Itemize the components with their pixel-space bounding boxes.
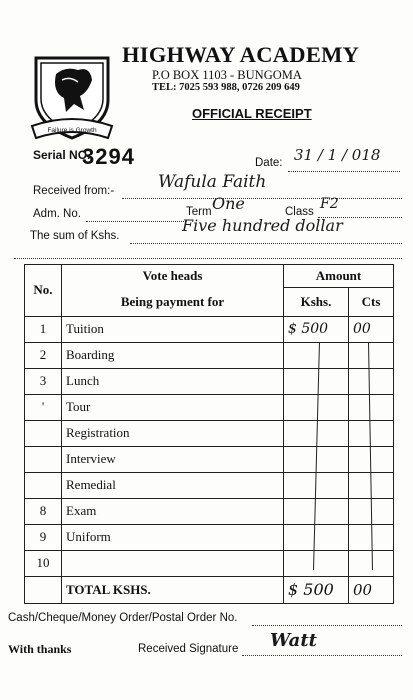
sum-label: The sum of Kshs. (30, 230, 120, 242)
serial-label: Serial NO. (33, 148, 91, 162)
term-value: One (212, 194, 245, 213)
with-thanks: With thanks (8, 642, 72, 656)
row-number: 10 (25, 550, 62, 576)
row-number: 8 (25, 498, 62, 524)
row-kshs (284, 368, 349, 394)
signature-label: Received Signature (138, 643, 239, 655)
receipt-title: OFFICIAL RECEIPT (192, 106, 312, 121)
received-from-line (122, 198, 402, 199)
col-cts-header: Cts (349, 288, 394, 317)
table-row (25, 498, 394, 524)
class-value: F2 (320, 196, 339, 212)
row-item: Registration (62, 420, 284, 446)
sum-line (130, 243, 402, 244)
payment-method-label: Cash/Cheque/Money Order/Postal Order No. (8, 612, 238, 624)
col-no-header: No. (25, 265, 62, 317)
row-kshs (284, 394, 349, 420)
adm-line (86, 221, 186, 222)
row-kshs (284, 524, 349, 550)
sum-value: Five hundred dollar (182, 216, 343, 235)
row-number: 9 (25, 524, 62, 550)
date-value: 31 / 1 / 018 (294, 146, 381, 164)
total-no-cell (25, 576, 62, 603)
row-item: Interview (62, 446, 284, 472)
table-row (25, 550, 394, 576)
row-number (25, 446, 62, 472)
row-item: Lunch (62, 368, 284, 394)
table-row (25, 420, 394, 446)
row-cts (349, 420, 394, 446)
row-kshs (284, 550, 349, 576)
po-box: P.O BOX 1103 - BUNGOMA (152, 68, 302, 82)
row-item: Boarding (62, 342, 284, 368)
row-kshs: $ 500 (284, 316, 349, 342)
payment-method-line (252, 625, 402, 626)
table-row (25, 524, 394, 550)
date-label: Date: (255, 157, 283, 169)
col-vote-heads-header: Vote heads (62, 265, 284, 288)
row-number: 3 (25, 368, 62, 394)
table-row (25, 472, 394, 498)
school-name: HIGHWAY ACADEMY (122, 42, 360, 67)
col-kshs-header: Kshs. (284, 288, 349, 317)
row-cts (349, 368, 394, 394)
row-cts (349, 394, 394, 420)
col-being-payment-header: Being payment for (62, 288, 284, 317)
row-item: Tuition (62, 316, 284, 342)
row-cts: 00 (349, 316, 394, 342)
adm-label: Adm. No. (33, 208, 81, 220)
signature-value: Watt (270, 630, 317, 651)
row-item (62, 550, 284, 576)
row-number: 2 (25, 342, 62, 368)
col-amount-header: Amount (284, 265, 394, 288)
row-item: Uniform (62, 524, 284, 550)
total-label: TOTAL KSHS. (62, 576, 284, 603)
received-from-label: Received from:- (33, 185, 115, 197)
received-from-value: Wafula Faith (158, 172, 267, 192)
telephone: TEL: 7025 593 988, 0726 209 649 (152, 82, 300, 93)
vote-heads-table (24, 264, 394, 604)
table-row (25, 446, 394, 472)
row-number: ' (25, 394, 62, 420)
row-cts (349, 342, 394, 368)
row-kshs (284, 498, 349, 524)
signature-line (242, 655, 402, 656)
class-label: Class (285, 206, 314, 218)
row-item: Exam (62, 498, 284, 524)
row-number (25, 420, 62, 446)
row-number: 1 (25, 316, 62, 342)
crest-motto: Failure is Growth (47, 127, 97, 134)
row-kshs (284, 342, 349, 368)
table-row (25, 394, 394, 420)
row-number (25, 472, 62, 498)
row-item: Tour (62, 394, 284, 420)
total-cts: 00 (349, 576, 394, 603)
table-row (25, 368, 394, 394)
table-row (25, 316, 394, 342)
date-line (288, 171, 400, 172)
sum-line-2 (14, 258, 402, 259)
table-row (25, 342, 394, 368)
serial-number: 3294 (82, 144, 135, 169)
term-label: Term (186, 206, 212, 218)
row-item: Remedial (62, 472, 284, 498)
total-kshs: $ 500 (284, 576, 349, 603)
school-crest-icon (30, 52, 114, 144)
